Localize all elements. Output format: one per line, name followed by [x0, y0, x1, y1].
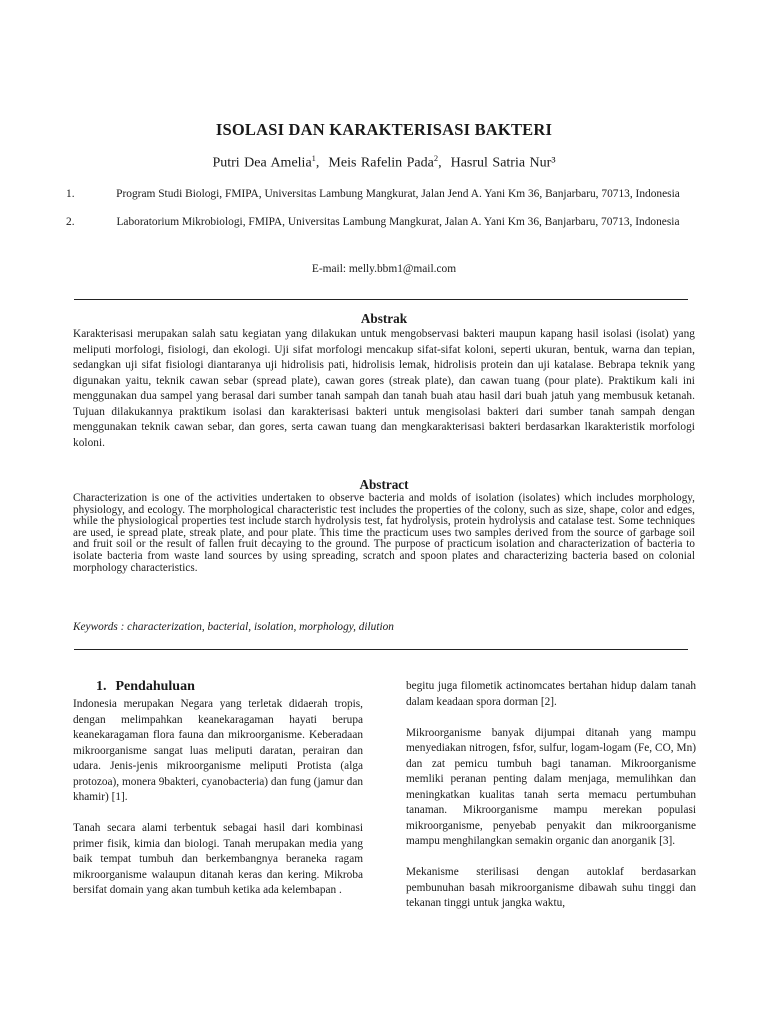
- author-affiliation-mark: 1: [311, 153, 316, 163]
- author-affiliation-mark: ³: [551, 155, 556, 171]
- paper-title: ISOLASI DAN KARAKTERISASI BAKTERI: [215, 120, 553, 139]
- affiliation-text: Program Studi Biologi, FMIPA, Universitas Lambung Mangkurat, Jalan Jend A. Yani Km 36, Banjarbaru, 70713, Indonesia: [116, 188, 680, 200]
- author-name: Meis Rafelin Pada: [328, 155, 434, 171]
- author-name: Putri Dea Amelia: [212, 155, 312, 171]
- body-paragraph: Mikroorganisme banyak dijumpai ditanah yang mampu menyediakan nitrogen, fsfor, sulfur, logam-logam (Fe, CO, Mn) dan zat pemicu tumbuh bagi tanaman. Mikroorganisme memliki peranan penting dalam menjaga, memulihkan dan meningkatkan kualitas tanah serta memacu pertumbuhan tanaman. Mikroorganisme mampu merekan populasi mikroorganisme, penyebab penyakit dan mikroorganisme mampu menghilangkan semakin organic dan anorganik [3].: [406, 726, 696, 847]
- body-paragraph: Tanah secara alami terbentuk sebagai hasil dari kombinasi primer fisik, kimia dan biologi. Tanah merupakan media yang baik tempat tumbuh dan berkembangnya beraneka ragam mikroorganisme walaupun ditanah keras dan kering. Mikroba bersifat domain yang akan tumbuh ketika ada kelembapan .: [73, 822, 363, 896]
- affiliation-number: 2.: [66, 216, 75, 228]
- section-number: 1.: [96, 679, 107, 694]
- body-paragraph: begitu juga filometik actinomcates bertahan hidup dalam tanah dalam keadaan spora dorman [2].: [406, 680, 696, 708]
- contact-email: E-mail: melly.bbm1@mail.com: [311, 263, 457, 275]
- divider: [74, 299, 688, 300]
- author-list: Putri Dea Amelia$^1$, Meis Rafelin Pada$^2$, Hasrul Satria Nur³: [212, 153, 556, 171]
- author-affiliation-mark: 2: [433, 153, 439, 163]
- right-column: [406, 679, 696, 927]
- abstrak-heading: Abstrak: [360, 311, 408, 326]
- section-heading: [96, 679, 195, 695]
- abstract-heading: Abstract: [359, 477, 409, 492]
- abstract-text: Characterization is one of the activities undertaken to observe bacteria and molds of isolation (isolates) which includes morphology, physiology, and ecology. The morphological characteristic test includes the properties of the colony, such as size, shape, color and edges, while the physiological properties test include starch hydrolysis test, fat hydrolysis, protein hydrolysis and catalase test. Some techniques are used, ie spread plate, streak plate, and pour plate. This time the practicum uses two samples derived from the source of garbage soil and fruit soil or the result of fallen fruit decaying to the ground. The purpose of practicum isolation and characterization of bacteria to isolate bacteria from waste land sources by using spreading, scratch and spoon plates and characterizing bacteria based on colonial morphology characteristics.: [73, 492, 695, 574]
- section-title: Pendahuluan: [115, 679, 195, 694]
- keywords-line: Keywords : characterization, bacterial, isolation, morphology, dilution: [73, 621, 394, 633]
- divider: [74, 649, 688, 650]
- body-paragraph: Indonesia merupakan Negara yang terletak didaerah tropis, dengan melimpahkan keanekaragaman hayati berupa keanekaragaman flora fauna dan mikroorganisme. Keberadaan mikroorganisme sangat luas meliputi daratan, perairan dan udara. Jenis-jenis mikroorganisme meliputi Protista (alga protozoa), monera 9bakteri, cyanobacteria) dan fung (jamur dan khamir) [1].: [73, 698, 363, 803]
- affiliation-number: 1.: [66, 188, 75, 200]
- author-name: Hasrul Satria Nur: [450, 155, 552, 171]
- abstrak-text: Karakterisasi merupakan salah satu kegiatan yang dilakukan untuk mengobservasi bakteri maupun kapang hasil isolasi (isolat) yang meliputi morfologi, fisiologi, dan ekologi. Uji sifat morfologi mencakup sifat-sifat koloni, seperti ukuran, bentuk, warna dan tepian, sedangkan uji sifat fisiologi diantaranya uji hidrolisis pati, hidrolisis lemak, hidrolisis protein dan uji katalase. Bebrapa teknik yang digunakan yaitu, teknik cawan sebar (spread plate), cawan gores (streak plate), dan cawan tuang (pour plate). Praktikum kali ini menggunakan dua sampel yang berasal dari sumber tanah sampah dan tanah buah atau hasil dari buah jatuh yang membusuk ketanah. Tujuan dilakukannya praktikum isolasi dan karakterisasi bakteri untuk mengisolasi bakteri dari sumber tanah sampah dengan menggunakan teknik cawan sebar, dan gores, serta cawan tuang dan mengkarakterisasi bakteri berdasarkan lkarakteristik morfologi koloni.: [73, 328, 695, 449]
- affiliation-text: Laboratorium Mikrobiologi, FMIPA, Universitas Lambung Mangkurat, Jalan A. Yani Km 36, Banjarbaru, 70713, Indonesia: [116, 216, 680, 228]
- left-column: [73, 697, 363, 914]
- body-paragraph: Mekanisme sterilisasi dengan autoklaf berdasarkan pembunuhan basah mikroorganisme dibawah suhu tinggi dan tekanan tinggi untuk jangka waktu,: [406, 866, 696, 909]
